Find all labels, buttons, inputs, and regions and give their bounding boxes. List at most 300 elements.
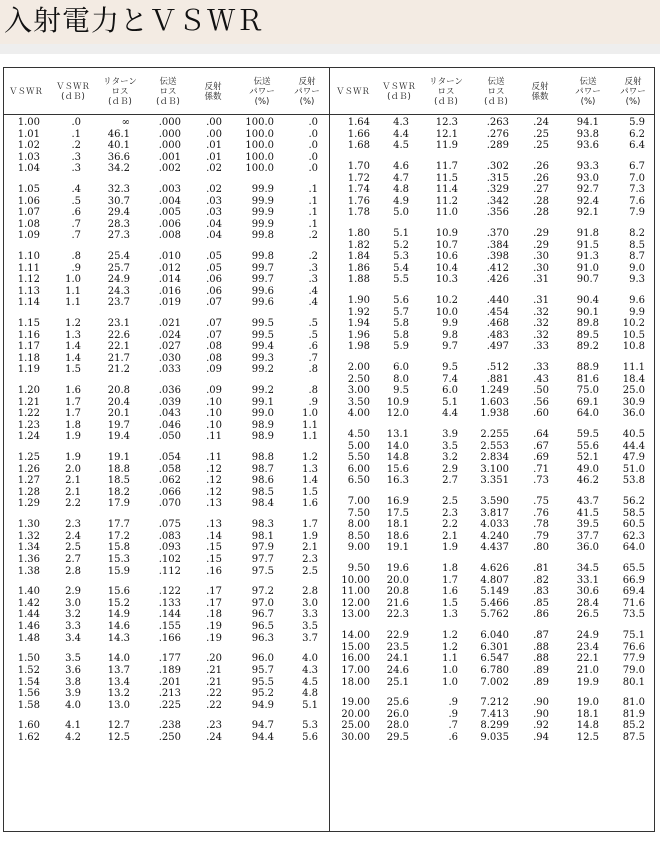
cell-vswr_db: 29.5 xyxy=(386,732,409,743)
cell-vswr: 1.58 xyxy=(17,699,40,711)
cell-transmitted_power: 99.0 xyxy=(251,408,274,420)
cell-vswr_db: 16.3 xyxy=(386,475,409,487)
cell-reflection_coef: .05 xyxy=(206,251,222,263)
cell-reflected_power: .4 xyxy=(308,297,318,309)
cell-reflection_coef: .56 xyxy=(533,396,549,408)
cell-transmission_loss: 1.249 xyxy=(480,385,509,397)
cell-return_loss: 24.9 xyxy=(107,274,130,286)
cell-reflection_coef: .10 xyxy=(206,408,222,420)
cell-vswr_db: 2.4 xyxy=(65,530,81,542)
cell-reflection_coef: .33 xyxy=(533,341,549,353)
cell-transmitted_power: 99.8 xyxy=(251,230,274,242)
cell-vswr_db: 1.9 xyxy=(65,452,81,464)
cell-transmission_loss: .000 xyxy=(158,117,181,128)
cell-transmitted_power: 91.5 xyxy=(576,239,599,251)
cell-transmission_loss: .356 xyxy=(486,207,509,219)
cell-reflected_power: .8 xyxy=(308,364,318,376)
cell-return_loss: 10.6 xyxy=(435,251,458,263)
cell-transmitted_power: 99.7 xyxy=(251,262,274,274)
cell-reflection_coef: .08 xyxy=(206,352,222,364)
cell-vswr_db: 5.2 xyxy=(393,239,409,251)
cell-reflected_power: 9.9 xyxy=(629,306,645,318)
cell-return_loss: 3.9 xyxy=(442,429,458,441)
cell-return_loss: 1.7 xyxy=(442,574,458,586)
cell-vswr: 1.00 xyxy=(17,117,40,128)
cell-transmitted_power: 97.5 xyxy=(251,565,274,577)
cell-transmission_loss: .342 xyxy=(486,195,509,207)
cell-vswr: 1.70 xyxy=(347,160,370,172)
cell-reflection_coef: .88 xyxy=(533,641,549,653)
cell-vswr_db: 2.0 xyxy=(65,463,81,475)
cell-reflection_coef: .03 xyxy=(206,195,222,207)
cell-vswr: 1.04 xyxy=(17,163,40,175)
cell-return_loss: 27.3 xyxy=(107,230,130,242)
cell-vswr: 1.42 xyxy=(17,597,40,609)
cell-return_loss: 1.3 xyxy=(442,609,458,621)
cell-reflected_power: 7.0 xyxy=(629,172,645,184)
cell-vswr: 3.50 xyxy=(347,396,370,408)
cell-transmitted_power: 19.0 xyxy=(576,697,599,709)
column-header-line: ロス xyxy=(159,87,177,97)
cell-vswr: 4.50 xyxy=(347,429,370,441)
cell-vswr: 1.01 xyxy=(17,128,40,140)
cell-vswr: 7.50 xyxy=(347,507,370,519)
cell-vswr_db: 10.9 xyxy=(386,396,409,408)
cell-transmission_loss: .881 xyxy=(486,373,509,385)
cell-reflection_coef: .81 xyxy=(533,563,549,575)
cell-return_loss: 32.3 xyxy=(107,184,130,196)
cell-transmission_loss: .050 xyxy=(158,431,181,443)
column-header-line: 反射 xyxy=(204,82,222,92)
cell-reflected_power: .3 xyxy=(308,274,318,286)
cell-reflected_power: 3.7 xyxy=(302,632,318,644)
cell-transmission_loss: .083 xyxy=(158,530,181,542)
cell-return_loss: 1.0 xyxy=(442,676,458,688)
cell-vswr: 1.50 xyxy=(17,653,40,665)
cell-reflected_power: .1 xyxy=(308,184,318,196)
cell-return_loss: 30.7 xyxy=(107,195,130,207)
cell-transmitted_power: 98.5 xyxy=(251,486,274,498)
cell-vswr_db: 15.6 xyxy=(386,463,409,475)
cell-vswr_db: 1.7 xyxy=(65,396,81,408)
cell-reflection_coef: .12 xyxy=(206,475,222,487)
cell-reflection_coef: .15 xyxy=(206,542,222,554)
cell-vswr_db: 5.4 xyxy=(393,262,409,274)
cell-transmitted_power: 98.3 xyxy=(251,519,274,531)
cell-transmission_loss: 9.035 xyxy=(480,732,509,743)
cell-transmission_loss: 3.817 xyxy=(480,507,509,519)
cell-transmission_loss: .008 xyxy=(158,230,181,242)
cell-transmitted_power: 90.1 xyxy=(576,306,599,318)
column-header-vswr xyxy=(0,74,52,110)
cell-transmitted_power: 46.2 xyxy=(576,475,599,487)
cell-transmitted_power: 39.5 xyxy=(576,519,599,531)
column-header-line: (%) xyxy=(580,97,596,107)
cell-vswr: 1.54 xyxy=(17,676,40,688)
cell-vswr: 1.44 xyxy=(17,609,40,621)
cell-reflection_coef: .26 xyxy=(533,172,549,184)
cell-reflection_coef: .32 xyxy=(533,329,549,341)
cell-reflection_coef: .11 xyxy=(206,452,222,464)
cell-reflected_power: 87.5 xyxy=(622,732,645,743)
cell-reflection_coef: .24 xyxy=(533,117,549,128)
cell-return_loss: 12.7 xyxy=(107,720,130,732)
cell-vswr_db: 22.9 xyxy=(386,630,409,642)
cell-transmission_loss: 6.301 xyxy=(480,641,509,653)
cell-reflected_power: .1 xyxy=(308,218,318,230)
cell-reflection_coef: .79 xyxy=(533,530,549,542)
cell-reflected_power: 40.5 xyxy=(622,429,645,441)
cell-transmitted_power: 92.1 xyxy=(576,207,599,219)
cell-vswr_db: 19.6 xyxy=(386,563,409,575)
cell-transmission_loss: .036 xyxy=(158,385,181,397)
cell-return_loss: 14.3 xyxy=(107,632,130,644)
cell-vswr_db: 4.6 xyxy=(393,160,409,172)
cell-return_loss: 12.3 xyxy=(435,117,458,128)
cell-transmitted_power: 99.3 xyxy=(251,352,274,364)
cell-return_loss: 34.2 xyxy=(107,163,130,175)
cell-vswr: 1.94 xyxy=(347,318,370,330)
cell-transmission_loss: .468 xyxy=(486,318,509,330)
cell-reflection_coef: .82 xyxy=(533,574,549,586)
cell-vswr: 1.25 xyxy=(17,452,40,464)
cell-reflection_coef: .94 xyxy=(533,732,549,743)
cell-vswr: 1.03 xyxy=(17,151,40,163)
cell-transmission_loss: .000 xyxy=(158,128,181,140)
cell-reflected_power: 79.0 xyxy=(622,664,645,676)
cell-vswr_db: 2.7 xyxy=(65,553,81,565)
cell-vswr: 1.27 xyxy=(17,475,40,487)
cell-reflected_power: 10.8 xyxy=(622,341,645,353)
cell-transmission_loss: .238 xyxy=(158,720,181,732)
cell-vswr_db: 28.0 xyxy=(386,720,409,732)
cell-vswr_db: 23.5 xyxy=(386,641,409,653)
cell-return_loss: 10.4 xyxy=(435,262,458,274)
cell-transmission_loss: 2.553 xyxy=(480,440,509,452)
cell-return_loss: 10.9 xyxy=(435,228,458,239)
cell-return_loss: 14.6 xyxy=(107,621,130,632)
cell-transmitted_power: 37.7 xyxy=(576,530,599,542)
cell-transmitted_power: 19.9 xyxy=(576,676,599,688)
cell-vswr_db: 4.4 xyxy=(393,128,409,140)
cell-return_loss: 3.5 xyxy=(442,440,458,452)
cell-reflection_coef: .32 xyxy=(533,318,549,330)
column-header-line: リターン xyxy=(103,77,137,87)
cell-vswr_db: 20.8 xyxy=(386,586,409,598)
cell-transmission_loss: .112 xyxy=(158,565,181,577)
cell-transmitted_power: 98.1 xyxy=(251,530,274,542)
cell-vswr: 1.40 xyxy=(17,586,40,598)
cell-transmitted_power: 94.4 xyxy=(251,732,274,743)
cell-return_loss: 11.9 xyxy=(435,140,458,152)
cell-transmitted_power: 99.2 xyxy=(251,385,274,397)
cell-return_loss: 23.1 xyxy=(107,318,130,330)
cell-return_loss: 2.1 xyxy=(442,530,458,542)
cell-transmitted_power: 99.7 xyxy=(251,274,274,286)
cell-reflected_power: 2.5 xyxy=(302,565,318,577)
cell-vswr: 1.38 xyxy=(17,565,40,577)
column-header-line: 伝送 xyxy=(579,77,597,87)
cell-reflected_power: 69.4 xyxy=(622,586,645,598)
cell-transmitted_power: 64.0 xyxy=(576,408,599,420)
cell-reflection_coef: .08 xyxy=(206,341,222,353)
title-underline xyxy=(0,44,660,54)
cell-transmission_loss: .302 xyxy=(486,160,509,172)
cell-transmission_loss: .329 xyxy=(486,184,509,196)
cell-reflected_power: 1.3 xyxy=(302,463,318,475)
cell-reflection_coef: .88 xyxy=(533,653,549,665)
cell-return_loss: 19.7 xyxy=(107,419,130,431)
cell-vswr_db: 3.0 xyxy=(65,597,81,609)
cell-vswr: 1.90 xyxy=(347,295,370,307)
cell-vswr: 1.24 xyxy=(17,431,40,443)
cell-reflection_coef: .78 xyxy=(533,519,549,531)
cell-reflected_power: 8.7 xyxy=(629,251,645,263)
column-header-line: (ｄＢ) xyxy=(484,97,508,107)
cell-return_loss: 12.5 xyxy=(107,732,130,743)
cell-vswr_db: 2.3 xyxy=(65,519,81,531)
cell-reflected_power: 3.0 xyxy=(302,597,318,609)
cell-transmitted_power: 99.5 xyxy=(251,318,274,330)
cell-return_loss: 1.5 xyxy=(442,597,458,609)
cell-transmission_loss: .043 xyxy=(158,408,181,420)
cell-transmission_loss: 7.002 xyxy=(480,676,509,688)
cell-transmitted_power: 99.1 xyxy=(251,396,274,408)
cell-vswr: 11.00 xyxy=(341,586,370,598)
cell-vswr_db: 1.9 xyxy=(65,431,81,443)
cell-return_loss: 15.8 xyxy=(107,542,130,554)
cell-transmitted_power: 24.9 xyxy=(576,630,599,642)
cell-reflection_coef: .06 xyxy=(206,274,222,286)
cell-transmission_loss: .027 xyxy=(158,341,181,353)
cell-return_loss: 11.7 xyxy=(435,160,458,172)
cell-reflected_power: 1.7 xyxy=(302,519,318,531)
cell-reflection_coef: .80 xyxy=(533,542,549,554)
cell-reflection_coef: .09 xyxy=(206,385,222,397)
cell-transmission_loss: 6.040 xyxy=(480,630,509,642)
cell-transmitted_power: 28.4 xyxy=(576,597,599,609)
cell-vswr: 1.62 xyxy=(17,732,40,743)
cell-vswr: 15.00 xyxy=(341,641,370,653)
cell-vswr_db: 2.8 xyxy=(65,565,81,577)
cell-vswr_db: 9.5 xyxy=(393,385,409,397)
cell-vswr_db: 25.6 xyxy=(386,697,409,709)
cell-reflection_coef: .30 xyxy=(533,262,549,274)
cell-vswr_db: 1.6 xyxy=(65,385,81,397)
cell-transmission_loss: .201 xyxy=(158,676,181,688)
cell-transmitted_power: 55.6 xyxy=(576,440,599,452)
cell-vswr: 1.20 xyxy=(17,385,40,397)
cell-transmitted_power: 52.1 xyxy=(576,452,599,464)
cell-transmission_loss: .483 xyxy=(486,329,509,341)
cell-return_loss: .7 xyxy=(448,720,458,732)
cell-vswr_db: .3 xyxy=(71,151,81,163)
cell-reflected_power: 44.4 xyxy=(622,440,645,452)
cell-vswr_db: 17.5 xyxy=(386,507,409,519)
cell-return_loss: 10.3 xyxy=(435,274,458,286)
cell-reflected_power: 5.1 xyxy=(302,699,318,711)
cell-vswr: 1.13 xyxy=(17,285,40,297)
cell-vswr_db: .1 xyxy=(71,128,81,140)
column-header-line: パワー xyxy=(249,87,275,97)
cell-transmitted_power: 100.0 xyxy=(245,140,274,152)
cell-return_loss: 36.6 xyxy=(107,151,130,163)
cell-reflected_power: 85.2 xyxy=(622,720,645,732)
cell-transmission_loss: .002 xyxy=(158,163,181,175)
cell-vswr: 2.00 xyxy=(347,362,370,374)
cell-vswr: 1.09 xyxy=(17,230,40,242)
cell-vswr: 10.00 xyxy=(341,574,370,586)
cell-vswr: 1.92 xyxy=(347,306,370,318)
cell-vswr_db: 1.4 xyxy=(65,352,81,364)
cell-return_loss: 15.3 xyxy=(107,553,130,565)
cell-reflected_power: .1 xyxy=(308,195,318,207)
cell-return_loss: 7.4 xyxy=(442,373,458,385)
cell-reflection_coef: .00 xyxy=(206,117,222,128)
cell-return_loss: 20.1 xyxy=(107,408,130,420)
cell-return_loss: 6.0 xyxy=(442,385,458,397)
cell-return_loss: 24.3 xyxy=(107,285,130,297)
cell-vswr: 1.16 xyxy=(17,329,40,341)
cell-transmitted_power: 96.7 xyxy=(251,609,274,621)
cell-vswr: 1.96 xyxy=(347,329,370,341)
cell-reflected_power: 65.5 xyxy=(622,563,645,575)
cell-reflection_coef: .16 xyxy=(206,565,222,577)
cell-transmission_loss: .014 xyxy=(158,274,181,286)
cell-return_loss: 9.8 xyxy=(442,329,458,341)
cell-transmitted_power: 23.4 xyxy=(576,641,599,653)
cell-transmission_loss: .384 xyxy=(486,239,509,251)
cell-reflection_coef: .90 xyxy=(533,697,549,709)
cell-transmission_loss: .189 xyxy=(158,664,181,676)
cell-vswr: 16.00 xyxy=(341,653,370,665)
cell-return_loss: 13.7 xyxy=(107,664,130,676)
cell-transmission_loss: .021 xyxy=(158,318,181,330)
cell-return_loss: 46.1 xyxy=(107,128,130,140)
cell-transmitted_power: 97.7 xyxy=(251,553,274,565)
cell-return_loss: .9 xyxy=(448,708,458,720)
cell-return_loss: 25.7 xyxy=(107,262,130,274)
cell-reflection_coef: .17 xyxy=(206,597,222,609)
cell-reflected_power: 80.1 xyxy=(622,676,645,688)
column-header-line: パワー xyxy=(575,87,601,97)
cell-vswr_db: .0 xyxy=(71,117,81,128)
cell-vswr_db: .7 xyxy=(71,218,81,230)
column-header-line: 伝送 xyxy=(253,77,271,87)
cell-reflected_power: 2.8 xyxy=(302,586,318,598)
cell-transmission_loss: 4.437 xyxy=(480,542,509,554)
cell-vswr_db: 12.0 xyxy=(386,408,409,420)
cell-reflected_power: 77.9 xyxy=(622,653,645,665)
cell-vswr: 1.74 xyxy=(347,184,370,196)
cell-vswr: 1.82 xyxy=(347,239,370,251)
cell-reflection_coef: .33 xyxy=(533,362,549,374)
cell-reflected_power: 6.7 xyxy=(629,160,645,172)
cell-vswr_db: 2.5 xyxy=(65,542,81,554)
cell-reflection_coef: .43 xyxy=(533,373,549,385)
cell-transmission_loss: 3.351 xyxy=(480,475,509,487)
cell-return_loss: 17.2 xyxy=(107,530,130,542)
cell-vswr_db: 1.0 xyxy=(65,274,81,286)
cell-transmission_loss: .166 xyxy=(158,632,181,644)
cell-transmitted_power: 100.0 xyxy=(245,117,274,128)
column-header-line: パワー xyxy=(620,87,646,97)
cell-transmitted_power: 99.6 xyxy=(251,297,274,309)
cell-reflected_power: 30.9 xyxy=(622,396,645,408)
cell-transmission_loss: 1.938 xyxy=(480,408,509,420)
cell-reflected_power: 25.0 xyxy=(622,385,645,397)
cell-transmitted_power: 98.8 xyxy=(251,452,274,464)
cell-reflected_power: 81.0 xyxy=(622,697,645,709)
cell-transmitted_power: 99.6 xyxy=(251,285,274,297)
cell-vswr_db: 3.4 xyxy=(65,632,81,644)
cell-return_loss: 10.2 xyxy=(435,295,458,307)
cell-return_loss: 15.2 xyxy=(107,597,130,609)
cell-vswr: 1.56 xyxy=(17,688,40,700)
column-header-line: ＶＳＷＲ xyxy=(8,87,43,97)
cell-return_loss: 17.9 xyxy=(107,498,130,510)
cell-reflected_power: 8.2 xyxy=(629,228,645,239)
cell-vswr: 9.50 xyxy=(347,563,370,575)
column-header-line: (ｄＢ) xyxy=(61,92,85,102)
cell-vswr_db: 3.6 xyxy=(65,664,81,676)
cell-return_loss: 19.4 xyxy=(107,431,130,443)
cell-reflection_coef: .73 xyxy=(533,475,549,487)
cell-reflection_coef: .07 xyxy=(206,318,222,330)
header-rule-right xyxy=(330,114,655,115)
cell-vswr: 1.10 xyxy=(17,251,40,263)
cell-transmitted_power: 75.0 xyxy=(576,385,599,397)
column-header-line: (%) xyxy=(254,97,270,107)
cell-transmission_loss: 4.626 xyxy=(480,563,509,575)
cell-transmission_loss: .512 xyxy=(486,362,509,374)
cell-vswr_db: 13.1 xyxy=(386,429,409,441)
cell-transmitted_power: 97.0 xyxy=(251,597,274,609)
cell-return_loss: 10.7 xyxy=(435,239,458,251)
cell-return_loss: 1.9 xyxy=(442,542,458,554)
column-header-line: 伝送 xyxy=(487,77,505,87)
cell-reflection_coef: .31 xyxy=(533,274,549,286)
cell-transmitted_power: 34.5 xyxy=(576,563,599,575)
cell-reflection_coef: .64 xyxy=(533,429,549,441)
cell-reflection_coef: .50 xyxy=(533,385,549,397)
cell-vswr: 12.00 xyxy=(341,597,370,609)
cell-transmission_loss: .315 xyxy=(486,172,509,184)
cell-reflection_coef: .89 xyxy=(533,664,549,676)
cell-vswr_db: 2.2 xyxy=(65,498,81,510)
cell-reflected_power: 9.0 xyxy=(629,262,645,274)
cell-vswr: 1.14 xyxy=(17,297,40,309)
cell-transmitted_power: 36.0 xyxy=(576,542,599,554)
cell-transmission_loss: .039 xyxy=(158,396,181,408)
cell-transmission_loss: .019 xyxy=(158,297,181,309)
cell-transmitted_power: 93.8 xyxy=(576,128,599,140)
cell-reflected_power: 18.4 xyxy=(622,373,645,385)
cell-transmitted_power: 100.0 xyxy=(245,151,274,163)
cell-vswr: 30.00 xyxy=(341,732,370,743)
cell-vswr_db: 4.1 xyxy=(65,720,81,732)
cell-return_loss: .9 xyxy=(448,697,458,709)
cell-vswr_db: 5.3 xyxy=(393,251,409,263)
cell-transmitted_power: 99.4 xyxy=(251,341,274,353)
cell-transmitted_power: 90.7 xyxy=(576,274,599,286)
cell-vswr: 17.00 xyxy=(341,664,370,676)
cell-vswr_db: 5.9 xyxy=(393,341,409,353)
cell-vswr_db: 1.1 xyxy=(65,297,81,309)
cell-transmission_loss: .426 xyxy=(486,274,509,286)
cell-vswr: 1.17 xyxy=(17,341,40,353)
column-header-line: (%) xyxy=(299,97,315,107)
